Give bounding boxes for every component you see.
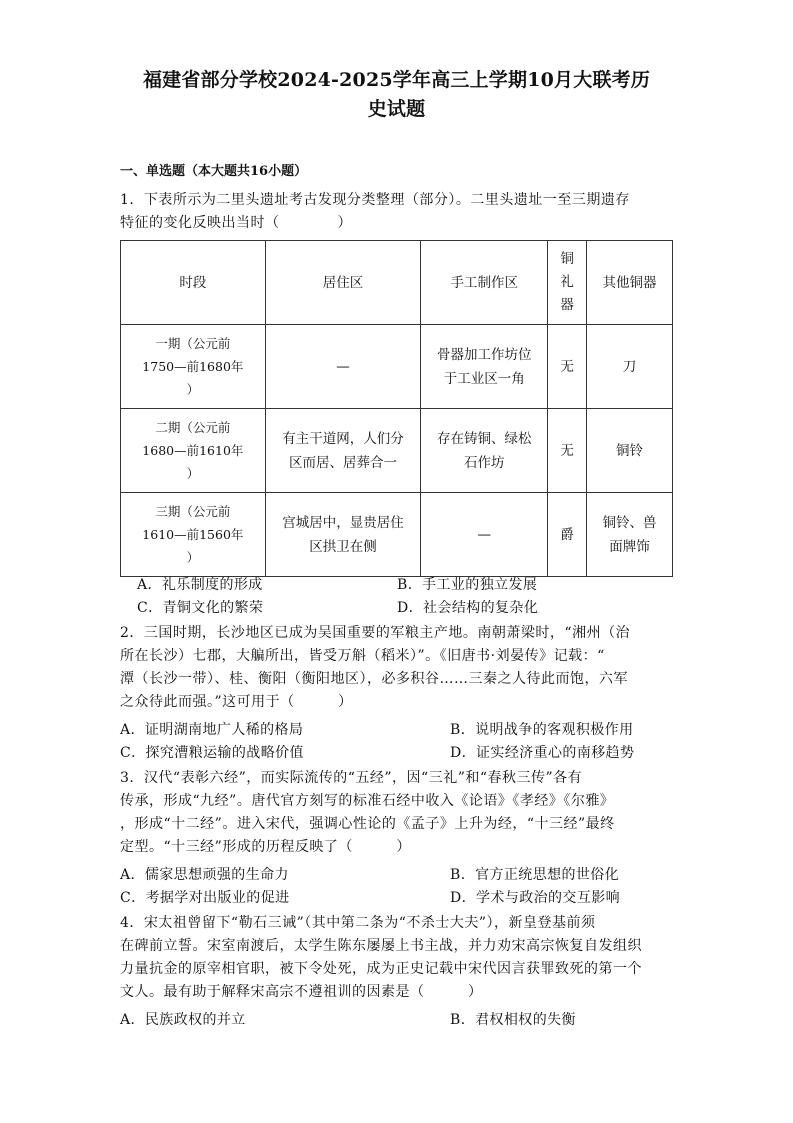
- stem-line: 在碑前立誓。宋室南渡后，太学生陈东屡屡上书主战，并力劝宋高宗恢复自发组织: [120, 938, 642, 954]
- title-line-1: 福建省部分学校2024-2025学年高三上学期10月大联考历: [142, 69, 651, 91]
- stem-line: 1．下表所示为二里头遗址考古发现分类整理（部分）。二里头遗址一至三期遗存: [120, 192, 630, 208]
- other-bronze-cell: [587, 325, 673, 409]
- page-title: [100, 66, 693, 124]
- stem-line: 定型。“十三经”形成的历程反映了（ ）: [120, 839, 411, 855]
- stem-line: 特征的变化反映出当时（ ）: [120, 215, 352, 231]
- header-cell: 其他铜器: [587, 241, 673, 325]
- table-row: [121, 493, 673, 577]
- cell-line: 石作坊: [464, 454, 505, 471]
- q3-option-b: B．官方正统思想的世俗化: [450, 867, 620, 883]
- section-heading: 一、单选题（本大题共16小题）: [120, 164, 308, 179]
- stem-line: 3．汉代“表彰六经”，而实际流传的“五经”，因“三礼”和“春秋三传”各有: [120, 770, 583, 786]
- cell-line: 1610—前1560年: [142, 527, 244, 542]
- question-2-stem: [120, 622, 675, 714]
- q3-option-c: C．考据学对出版业的促进: [120, 890, 290, 906]
- cell-line: 存在铸铜、绿松: [437, 430, 532, 447]
- cell-line: ）: [186, 466, 200, 481]
- stem-line: 4．宋太祖曾留下“勒石三诫”（其中第二条为“不杀士大夫”），新皇登基前须: [120, 915, 596, 931]
- cell-line: 面牌饰: [609, 538, 650, 555]
- q2-option-c: C．探究漕粮运输的战略价值: [120, 745, 304, 761]
- cell-line: 二期（公元前: [155, 420, 231, 435]
- stem-line: 所在长沙）七郡，大艑所出，皆受万斛（稻米）”。《旧唐书·刘晏传》记载：“: [120, 648, 605, 664]
- residence-cell: [265, 409, 421, 493]
- stem-line: 潭（长沙一带）、桂、衡阳（衡阳地区），必多积谷……三秦之人待此而饱，六军: [120, 671, 628, 687]
- q1-option-a: A．礼乐制度的形成: [137, 577, 263, 593]
- cell-line: 刀: [622, 358, 637, 375]
- stem-line: 文人。最有助于解释宋高宗不遵祖训的因素是（ ）: [120, 984, 483, 1000]
- question-3-stem: [120, 767, 675, 859]
- cell-line: ）: [186, 382, 200, 397]
- period-cell: [121, 409, 266, 493]
- header-cell: [548, 241, 587, 325]
- q1-option-c: C．青铜文化的繁荣: [137, 600, 264, 616]
- cell-line: 铜铃、兽: [602, 514, 657, 531]
- table-row: [121, 325, 673, 409]
- stem-line: 之众待此而强。”这可用于（ ）: [120, 694, 353, 710]
- cell-line: 铜铃: [616, 442, 644, 459]
- period-cell: [121, 325, 266, 409]
- cell-line: 区而居、居葬合一: [289, 454, 398, 471]
- residence-cell: [265, 325, 421, 409]
- cell-line: 于工业区一角: [443, 370, 525, 387]
- stem-line: 2．三国时期，长沙地区已成为吴国重要的军粮主产地。南朝萧梁时，“湘州（治: [120, 625, 631, 641]
- q4-option-a: A．民族政权的并立: [120, 1012, 246, 1028]
- other-bronze-cell: [587, 493, 673, 577]
- cell-line: —: [336, 358, 350, 375]
- q1-option-d: D．社会结构的复杂化: [397, 600, 539, 616]
- header-cell: 时段: [121, 241, 266, 325]
- table-header-row: [121, 241, 673, 325]
- q2-option-b: B．说明战争的客观积极作用: [450, 722, 634, 738]
- cell-line: 有主干道网，人们分: [282, 430, 404, 447]
- cell-line: —: [477, 526, 492, 543]
- other-bronze-cell: [587, 409, 673, 493]
- craft-cell: [421, 409, 548, 493]
- cell-line: 一期（公元前: [155, 336, 231, 351]
- title-line-2: 史试题: [367, 98, 426, 120]
- question-4-stem: [120, 912, 675, 1004]
- q4-option-b: B．君权相权的失衡: [450, 1012, 576, 1028]
- archaeology-table: [120, 240, 673, 577]
- residence-cell: [265, 493, 421, 577]
- cell-line: ）: [186, 550, 200, 565]
- header-cell: 手工制作区: [421, 241, 548, 325]
- craft-cell: [421, 325, 548, 409]
- stem-line: ，形成“十二经”。进入宋代，强调心性论的《孟子》上升为经，“十三经”最终: [120, 816, 615, 832]
- cell-line: 区拱卫在侧: [309, 538, 377, 555]
- ritual-bronze-cell: 无: [548, 409, 587, 493]
- q3-option-d: D．学术与政治的交互影响: [450, 890, 621, 906]
- table-row: [121, 409, 673, 493]
- q3-option-a: A．儒家思想顽强的生命力: [120, 867, 289, 883]
- period-cell: [121, 493, 266, 577]
- ritual-bronze-cell: 爵: [548, 493, 587, 577]
- stem-line: 力量抗金的原宰相官职，被下令处死，成为正史记载中宋代因言获罪致死的第一个: [120, 961, 642, 977]
- craft-cell: [421, 493, 548, 577]
- q1-option-b: B．手工业的独立发展: [397, 577, 538, 593]
- question-1-stem: [120, 189, 675, 235]
- cell-line: 1750—前1680年: [142, 359, 244, 374]
- q2-option-a: A．证明湖南地广人稀的格局: [120, 722, 304, 738]
- stem-line: 传承，形成“九经”。唐代官方刻写的标准石经中收入《论语》《孝经》《尔雅》: [120, 793, 615, 809]
- cell-line: 宫城居中，显贵居住: [282, 514, 404, 531]
- cell-line: 三期（公元前: [155, 504, 231, 519]
- ritual-bronze-cell: 无: [548, 325, 587, 409]
- q2-option-d: D．证实经济重心的南移趋势: [450, 745, 635, 761]
- cell-line: 1680—前1610年: [142, 443, 244, 458]
- header-cell: 居住区: [265, 241, 421, 325]
- header-cell-text: 铜礼器: [560, 251, 574, 313]
- cell-line: 骨器加工作坊位: [437, 346, 532, 363]
